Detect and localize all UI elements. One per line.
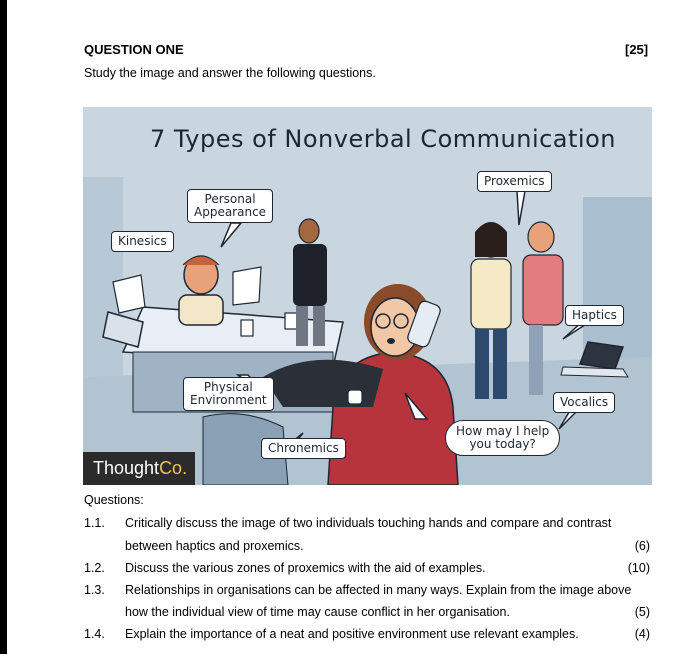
label-physical-environment: Physical Environment (183, 377, 274, 411)
laptop (580, 342, 623, 369)
man-in-black-head (299, 219, 319, 243)
question-marks: (10) (627, 561, 650, 575)
document-page (7, 0, 700, 654)
colleague-man-head (528, 222, 554, 252)
speech-bubble: How may I help you today? (445, 420, 560, 456)
question-item-continued: between haptics and proxemics. (6) (125, 539, 650, 553)
question-instruction: Study the image and answer the following questions. (84, 66, 376, 80)
question-marks: (6) (634, 539, 650, 553)
thoughtco-logo: ThoughtCo. (83, 452, 195, 485)
question-item-continued: how the individual view of time may cause conflict in her organisation. (5) (125, 605, 650, 619)
question-item: 1.1. Critically discuss the image of two individuals touching hands and compare and contrast (84, 516, 612, 530)
label-vocalics: Vocalics (553, 392, 615, 413)
question-marks: (5) (634, 605, 650, 619)
paper-icon (113, 275, 145, 313)
nonverbal-communication-illustration (83, 107, 652, 485)
question-marks: (4) (634, 627, 650, 641)
coffee-cup-icon (285, 313, 297, 329)
man-in-black-body (293, 244, 327, 306)
paper-icon (233, 267, 261, 305)
illustration-scene (83, 107, 652, 485)
label-kinesics: Kinesics (111, 231, 174, 252)
label-personal-appearance: Personal Appearance (187, 189, 273, 223)
question-item: 1.4. Explain the importance of a neat and positive environment use relevant examples. (4) (84, 627, 650, 641)
question-heading: QUESTION ONE (84, 42, 184, 57)
label-chronemics: Chronemics (261, 438, 346, 459)
label-proxemics: Proxemics (477, 171, 552, 192)
label-haptics: Haptics (565, 305, 624, 326)
wristwatch-icon (348, 390, 362, 404)
coffee-cup-icon (241, 320, 253, 336)
illustration-title: 7 Types of Nonverbal Communication (149, 125, 616, 153)
question-item: 1.2. Discuss the various zones of proxemics with the aid of examples. (10) (84, 561, 650, 575)
question-total-marks: [25] (625, 42, 649, 57)
question-item: 1.3. Relationships in organisations can be affected in many ways. Explain from the image above (84, 583, 632, 597)
questions-label: Questions: (84, 493, 144, 507)
